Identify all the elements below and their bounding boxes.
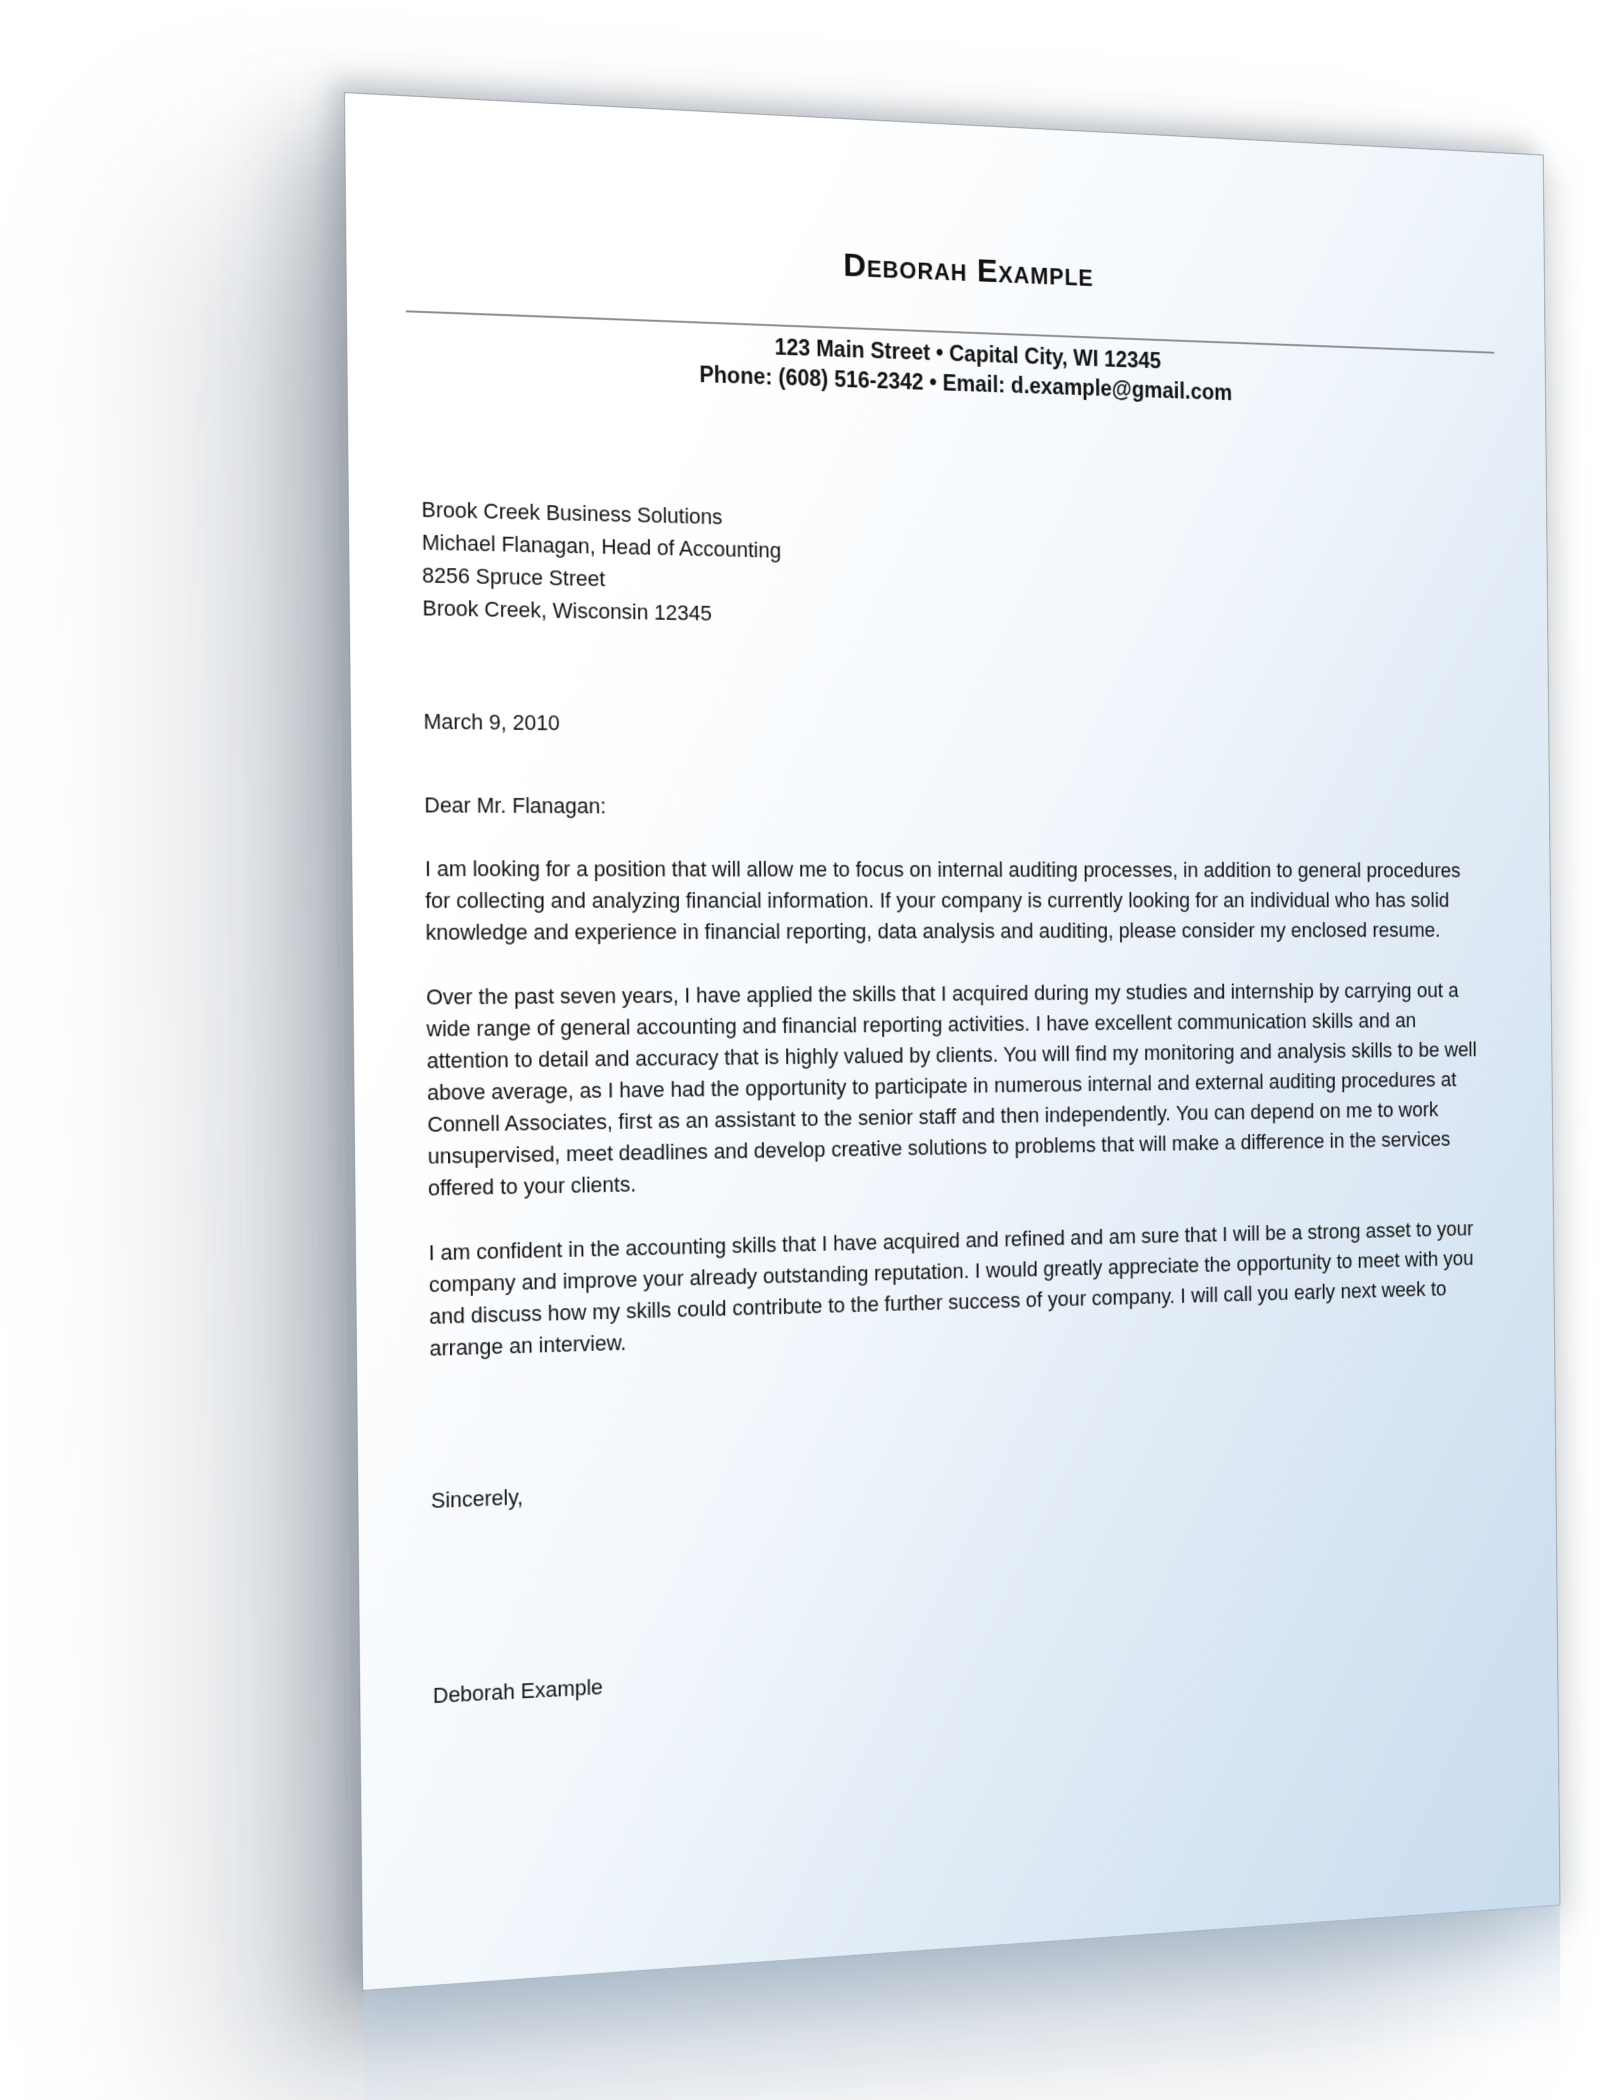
letterhead-contact-line: Phone: (608) 516-2342 • Email: d.example@gmail.com xyxy=(699,361,1233,405)
recipient-block xyxy=(421,493,1485,643)
recipient-contact-person: Michael Flanagan, Head of Accounting xyxy=(421,529,782,563)
closing: Sincerely, xyxy=(430,1484,524,1514)
recipient-company: Brook Creek Business Solutions xyxy=(421,496,723,530)
recipient-city: Brook Creek, Wisconsin 12345 xyxy=(422,595,712,626)
salutation: Dear Mr. Flanagan: xyxy=(424,792,607,819)
letterhead-name: Deborah Example xyxy=(843,246,1094,294)
letterhead-address-line: 123 Main Street • Capital City, WI 12345 xyxy=(774,334,1162,374)
letter-date: March 9, 2010 xyxy=(423,708,560,736)
letter-page xyxy=(344,92,1561,1991)
body-paragraph-2: Over the past seven years, I have applied the skills that I acquired during my studies and internship by carrying out a wide range of general accounting and financial reporting activities. I have excellent communication skills and an attention to detail and accuracy that is highly valued by clients. You will find my monitoring and analysis skills to be well above average, as I have had the opportunity to participate in numerous internal and external auditing procedures at Connell Associates, first as an assistant to the senior staff and then independently. You can depend on me to work unsupervised, meet deadlines and develop creative solutions to problems that will make a difference in the services offered to your clients. xyxy=(426,978,1477,1201)
body-paragraph-1: I am looking for a position that will allow me to focus on internal auditing processes, in addition to general procedures for collecting and analyzing financial information. If your company is currently looking for an individual who has solid knowledge and experience in financial reporting, data analysis and auditing, please consider my enclosed resume. xyxy=(424,856,1461,945)
signature-name: Deborah Example xyxy=(432,1674,603,1709)
recipient-street: 8256 Spruce Street xyxy=(422,562,606,592)
body-paragraph-3: I am confident in the accounting skills that I have acquired and refined and am sure that I will be a strong asset to your company and improve your already outstanding reputation. I would greatly appreciate the opportunity to meet with you and discuss how my skills could contribute to the further success of your company. I will call you early next week to arrange an interview. xyxy=(428,1216,1474,1361)
page-reflection xyxy=(363,1905,1561,2100)
